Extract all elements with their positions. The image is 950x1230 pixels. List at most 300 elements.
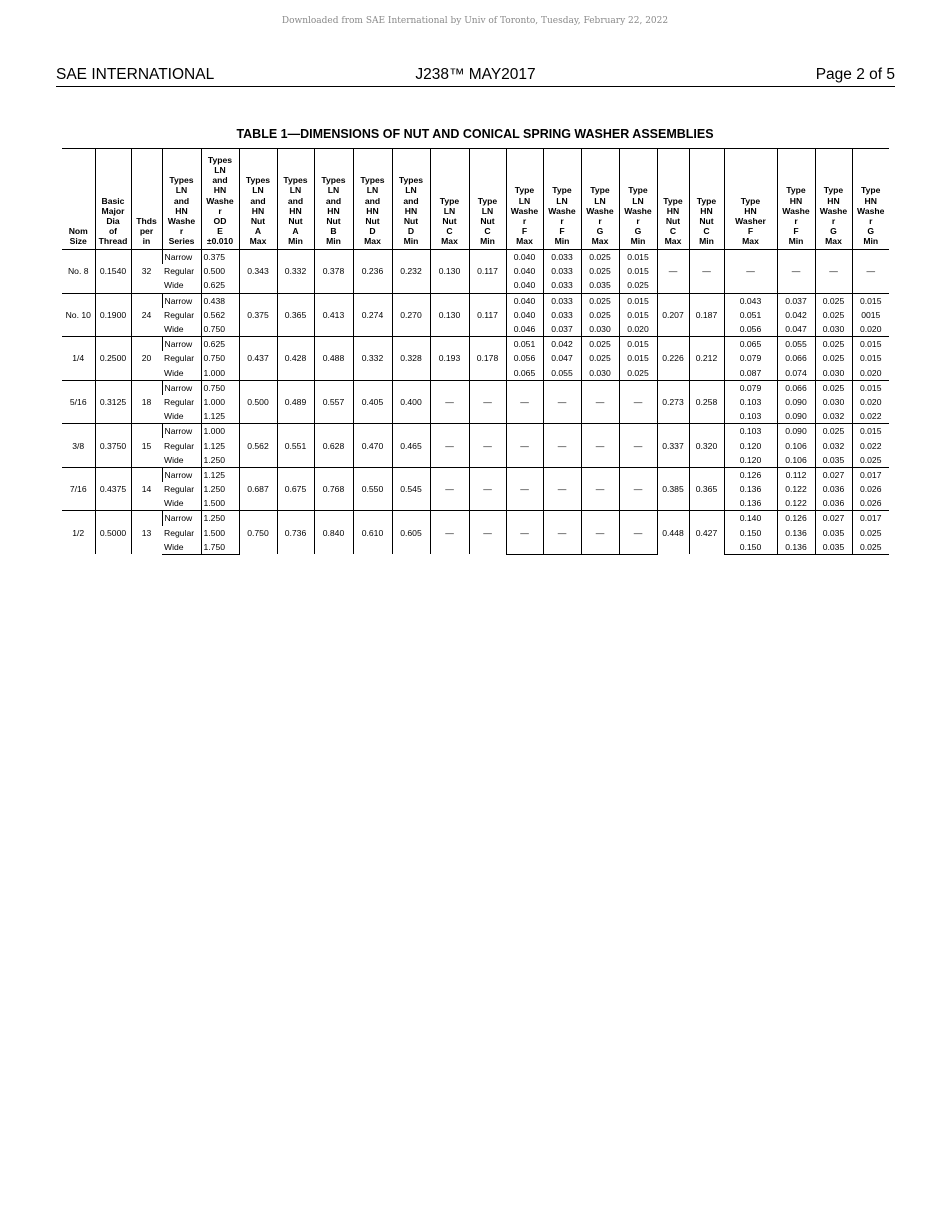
column-header-line: HN xyxy=(213,185,227,196)
column-header-line: and xyxy=(325,195,342,206)
ln-nut-c-min-cell: 0.117 xyxy=(469,293,506,337)
hn-washer-g-max-cell: 0.030 xyxy=(815,322,852,337)
page-header xyxy=(56,64,895,87)
hn-washer-f-min-cell: 0.122 xyxy=(777,496,815,511)
ln-washer-g-max-cell: 0.025 xyxy=(581,308,619,322)
ln-washer-g-max-cell: 0.030 xyxy=(581,366,619,381)
hn-washer-g-min-cell xyxy=(852,250,889,265)
ln-nut-c-min-cell: 0.178 xyxy=(469,337,506,381)
column-header-line: r xyxy=(869,215,873,226)
washer-series-cell: Narrow xyxy=(162,380,201,395)
threads-per-inch-cell: 24 xyxy=(131,293,162,337)
nut-d-min-cell: 0.270 xyxy=(392,293,430,337)
column-header-line: F xyxy=(521,225,528,236)
hn-washer-f-min-cell: 0.090 xyxy=(777,424,815,439)
ln-washer-f-min-cell: 0.042 xyxy=(543,337,581,352)
column-header-line: Nut xyxy=(365,215,380,226)
nut-d-max-cell: 0.405 xyxy=(353,380,392,424)
hn-washer-f-max-cell: 0.103 xyxy=(724,395,777,409)
ln-nut-c-max-cell: 0.193 xyxy=(430,337,469,381)
hn-washer-g-min-cell: 0.022 xyxy=(852,409,889,424)
hn-washer-f-min-cell: 0.055 xyxy=(777,337,815,352)
column-header-line: and xyxy=(287,195,304,206)
ln-washer-f-min-cell xyxy=(543,453,581,468)
ln-washer-g-min-cell xyxy=(619,409,657,424)
ln-washer-f-min-cell xyxy=(543,409,581,424)
ln-washer-f-max-cell: 0.051 xyxy=(506,337,543,352)
ln-washer-g-max-cell: 0.035 xyxy=(581,278,619,293)
washer-series-cell: Regular xyxy=(164,266,195,277)
column-header-line: HN xyxy=(700,205,713,216)
hn-washer-f-min-cell: 0.047 xyxy=(777,322,815,337)
washer-od-cell: 1.000 xyxy=(201,424,239,439)
ln-washer-f-min-cell: 0.047 xyxy=(543,351,581,365)
column-header-line: Type xyxy=(514,185,535,196)
hn-washer-g-max-cell xyxy=(815,278,852,293)
column-header-line: D xyxy=(407,225,415,236)
ln-washer-g-max-cell xyxy=(581,467,619,482)
ln-washer-f-max-cell: — xyxy=(506,438,543,452)
nominal-size-cell: No. 8 xyxy=(62,250,95,294)
nut-d-max-cell: 0.332 xyxy=(353,337,392,381)
washer-series-cell: Regular xyxy=(164,527,195,538)
ln-washer-g-min-cell xyxy=(619,424,657,439)
washer-series-cell: Regular xyxy=(164,484,195,495)
nut-d-min-cell: 0.400 xyxy=(392,380,430,424)
ln-washer-f-min-cell xyxy=(543,467,581,482)
column-header xyxy=(619,149,657,250)
table-row xyxy=(62,380,889,395)
ln-washer-f-max-cell: 0.056 xyxy=(506,351,543,365)
hn-washer-g-max-cell: 0.030 xyxy=(815,395,852,409)
ln-nut-c-max-cell: 0.130 xyxy=(430,293,469,337)
washer-od-cell: 0.625 xyxy=(201,337,239,352)
ln-washer-g-max-cell: 0.025 xyxy=(581,264,619,278)
hn-washer-g-max-cell: 0.036 xyxy=(815,482,852,496)
hn-washer-f-max-cell: 0.136 xyxy=(724,482,777,496)
nut-a-max-cell: 0.343 xyxy=(239,250,277,294)
column-header xyxy=(353,149,392,250)
ln-washer-g-max-cell: 0.025 xyxy=(581,250,619,265)
column-header-line: F xyxy=(793,225,799,236)
ln-washer-g-max-cell xyxy=(581,511,619,526)
column-header-line: and xyxy=(403,195,419,206)
ln-washer-f-max-cell xyxy=(506,424,543,439)
column-header-line: HN xyxy=(404,205,418,216)
column-header-line: r xyxy=(636,215,640,226)
hn-washer-f-min-cell: 0.066 xyxy=(777,351,815,365)
column-header-line: Min xyxy=(699,235,714,246)
hn-washer-g-max-cell: 0.025 xyxy=(815,293,852,308)
hn-washer-f-min-cell: 0.112 xyxy=(777,467,815,482)
hn-washer-f-max-cell: 0.136 xyxy=(724,496,777,511)
hn-washer-f-min-cell: 0.136 xyxy=(777,540,815,555)
hn-washer-g-min-cell: 0.017 xyxy=(852,467,889,482)
ln-washer-g-min-cell: 0.015 xyxy=(619,351,657,365)
major-diameter-cell: 0.4375 xyxy=(95,467,131,511)
column-header xyxy=(314,149,353,250)
nominal-size-cell: 5/16 xyxy=(62,380,95,424)
column-header-line: Type xyxy=(663,195,683,206)
hn-washer-f-min-cell: 0.106 xyxy=(777,438,815,452)
column-header-line: OD xyxy=(213,215,227,226)
column-header-line: G xyxy=(596,225,604,236)
hn-washer-f-max-cell: 0.150 xyxy=(724,540,777,555)
hn-washer-g-max-cell: 0.025 xyxy=(815,380,852,395)
column-header xyxy=(852,149,889,250)
hn-washer-g-min-cell xyxy=(852,278,889,293)
ln-washer-g-min-cell xyxy=(619,453,657,468)
washer-series-cell: Narrow xyxy=(162,250,201,265)
ln-washer-f-min-cell: — xyxy=(543,438,581,452)
column-header-line: HN xyxy=(827,195,840,206)
nut-b-min-cell: 0.488 xyxy=(314,337,353,381)
column-header-line: Max xyxy=(249,235,267,246)
washer-od-cell: 1.250 xyxy=(201,511,239,526)
column-header-line: per xyxy=(139,225,154,236)
hn-washer-f-max-cell: 0.079 xyxy=(724,380,777,395)
hn-washer-g-max-cell: 0.035 xyxy=(815,540,852,555)
column-header-line: r xyxy=(794,215,798,226)
column-header xyxy=(506,149,543,250)
nominal-size-cell: No. 10 xyxy=(62,293,95,337)
column-header-line: r xyxy=(831,215,836,226)
ln-washer-g-min-cell: — xyxy=(619,482,657,496)
column-header-line: in xyxy=(142,235,151,246)
ln-washer-f-max-cell: — xyxy=(506,482,543,496)
column-header-line: A xyxy=(254,225,262,236)
washer-od-cell: 1.250 xyxy=(201,482,239,496)
hn-washer-f-max-cell: 0.120 xyxy=(724,438,777,452)
column-header-line: Max xyxy=(591,235,609,246)
column-header-line: LN xyxy=(481,205,494,216)
ln-washer-g-min-cell xyxy=(619,496,657,511)
column-header-line: Min xyxy=(863,235,879,246)
major-diameter-cell: 0.1540 xyxy=(95,250,131,294)
ln-washer-f-min-cell xyxy=(543,540,581,555)
hn-washer-g-min-cell: 0.017 xyxy=(852,511,889,526)
ln-washer-f-min-cell xyxy=(543,380,581,395)
washer-od-cell: 1.125 xyxy=(201,438,239,452)
hn-nut-c-max-cell: — xyxy=(657,250,689,294)
column-header xyxy=(724,149,777,250)
column-header-line: HN xyxy=(864,195,877,206)
column-header-line: r xyxy=(179,225,184,236)
column-header-line: G xyxy=(867,225,875,236)
column-header-line: Type xyxy=(439,195,460,206)
column-header-line: LN xyxy=(289,185,302,196)
ln-nut-c-max-cell: — xyxy=(430,424,469,468)
nut-a-min-cell: 0.736 xyxy=(277,511,314,555)
ln-washer-g-min-cell: 0.015 xyxy=(619,293,657,308)
ln-nut-c-max-cell: 0.130 xyxy=(430,250,469,294)
hn-washer-f-max-cell: 0.065 xyxy=(724,337,777,352)
column-header xyxy=(201,149,239,250)
hn-washer-f-max-cell: 0.056 xyxy=(724,322,777,337)
column-header-line: ±0.010 xyxy=(206,235,234,246)
washer-od-cell: 0.750 xyxy=(201,351,239,365)
nut-d-max-cell: 0.274 xyxy=(353,293,392,337)
ln-nut-c-min-cell: — xyxy=(469,467,506,511)
threads-per-inch-cell: 14 xyxy=(131,467,162,511)
hn-washer-f-max-cell: 0.150 xyxy=(724,526,777,540)
hn-washer-g-max-cell: 0.025 xyxy=(815,424,852,439)
nut-d-max-cell: 0.550 xyxy=(353,467,392,511)
ln-washer-g-max-cell: — xyxy=(581,438,619,452)
washer-series-cell: Regular xyxy=(164,309,195,320)
column-header-line: Nom xyxy=(68,225,88,236)
hn-nut-c-min-cell: — xyxy=(689,250,724,294)
washer-od-cell: 1.250 xyxy=(201,453,239,468)
column-header-line: Washe xyxy=(510,205,539,216)
hn-nut-c-min-cell: 0.320 xyxy=(689,424,724,468)
major-diameter-cell: 0.3750 xyxy=(95,424,131,468)
column-header-line: LN xyxy=(327,185,340,196)
column-header-line: Max xyxy=(441,235,458,246)
ln-washer-f-max-cell: 0.040 xyxy=(506,293,543,308)
nut-b-min-cell: 0.378 xyxy=(314,250,353,294)
washer-series-cell: Wide xyxy=(164,324,184,335)
column-header-line: Washe xyxy=(167,215,196,226)
ln-washer-f-max-cell xyxy=(506,496,543,511)
ln-washer-g-max-cell xyxy=(581,424,619,439)
column-header-line: Basic xyxy=(101,195,125,206)
table-row xyxy=(62,467,889,482)
washer-series-cell: Narrow xyxy=(162,511,201,526)
column-header-line: Nut xyxy=(326,215,341,226)
column-header-line: F xyxy=(747,225,754,236)
nut-b-min-cell: 0.768 xyxy=(314,467,353,511)
column-header xyxy=(815,149,852,250)
column-header-line: A xyxy=(292,225,299,236)
column-header-line: HN xyxy=(327,205,340,216)
column-header-line: Thread xyxy=(98,235,128,246)
washer-series-cell: Regular xyxy=(164,353,195,364)
ln-washer-g-max-cell: — xyxy=(581,526,619,540)
column-header-line: C xyxy=(703,225,710,236)
column-header-line: Type xyxy=(823,185,844,196)
ln-washer-f-min-cell: 0.033 xyxy=(543,264,581,278)
hn-nut-c-max-cell: 0.385 xyxy=(657,467,689,511)
column-header-line: r xyxy=(560,215,564,226)
column-header-line: Major xyxy=(101,205,125,216)
threads-per-inch-cell: 32 xyxy=(131,250,162,294)
column-header-line: Washe xyxy=(857,205,885,216)
ln-nut-c-max-cell: — xyxy=(430,380,469,424)
hn-washer-f-max-cell xyxy=(724,250,777,265)
nut-a-max-cell: 0.437 xyxy=(239,337,277,381)
ln-washer-g-max-cell xyxy=(581,540,619,555)
hn-washer-f-max-cell: 0.120 xyxy=(724,453,777,468)
column-header-line: LN xyxy=(366,185,379,196)
column-header xyxy=(131,149,162,250)
ln-washer-g-min-cell: 0.015 xyxy=(619,250,657,265)
column-header-line: LN xyxy=(632,195,644,206)
washer-series-cell: Wide xyxy=(162,540,201,555)
ln-washer-g-max-cell: 0.025 xyxy=(581,337,619,352)
hn-washer-f-max-cell: 0.087 xyxy=(724,366,777,381)
washer-series-cell: Regular xyxy=(164,440,195,451)
hn-washer-f-min-cell: 0.122 xyxy=(777,482,815,496)
ln-washer-g-min-cell xyxy=(619,540,657,555)
column-header-line: C xyxy=(484,225,491,236)
column-header-line: Types xyxy=(398,175,424,186)
hn-washer-g-max-cell: 0.035 xyxy=(815,453,852,468)
hn-washer-g-max-cell: 0.032 xyxy=(815,409,852,424)
ln-washer-g-min-cell: 0.025 xyxy=(619,278,657,293)
column-header-line: Nut xyxy=(665,215,681,226)
washer-od-cell: 1.125 xyxy=(201,409,239,424)
column-header-line: Min xyxy=(554,235,570,246)
hn-washer-g-max-cell xyxy=(815,250,852,265)
table-body xyxy=(62,250,889,555)
column-header-line: Type xyxy=(861,185,881,196)
major-diameter-cell: 0.5000 xyxy=(95,511,131,555)
ln-washer-f-max-cell: 0.040 xyxy=(506,308,543,322)
column-header-line: LN xyxy=(594,195,606,206)
column-header-line: and xyxy=(250,195,266,206)
nut-b-min-cell: 0.413 xyxy=(314,293,353,337)
column-header-line: F xyxy=(559,225,565,236)
column-header-line: Max xyxy=(664,235,682,246)
hn-washer-f-min-cell xyxy=(777,250,815,265)
column-header xyxy=(469,149,506,250)
nut-a-min-cell: 0.551 xyxy=(277,424,314,468)
washer-od-cell: 1.500 xyxy=(201,526,239,540)
column-header-line: and xyxy=(364,195,381,206)
washer-series-cell: Wide xyxy=(164,411,184,422)
column-header xyxy=(777,149,815,250)
column-header-line: C xyxy=(446,225,453,236)
column-header-line: E xyxy=(217,225,223,236)
nut-a-min-cell: 0.365 xyxy=(277,293,314,337)
nut-d-max-cell: 0.470 xyxy=(353,424,392,468)
washer-od-cell: 0.625 xyxy=(201,278,239,293)
nominal-size-cell: 1/2 xyxy=(62,511,95,555)
ln-washer-g-min-cell: 0.025 xyxy=(619,366,657,381)
hn-washer-f-max-cell xyxy=(724,278,777,293)
ln-washer-f-max-cell: 0.040 xyxy=(506,250,543,265)
column-header-line: Min xyxy=(403,235,419,246)
column-header xyxy=(95,149,131,250)
hn-nut-c-min-cell: 0.365 xyxy=(689,467,724,511)
ln-washer-f-max-cell: 0.040 xyxy=(506,264,543,278)
table-row xyxy=(62,250,889,265)
washer-od-cell: 0.562 xyxy=(201,308,239,322)
ln-washer-f-max-cell: 0.065 xyxy=(506,366,543,381)
ln-washer-g-min-cell: — xyxy=(619,438,657,452)
major-diameter-cell: 0.2500 xyxy=(95,337,131,381)
column-header-line: Nut xyxy=(442,215,457,226)
table-title: TABLE 1—DIMENSIONS OF NUT AND CONICAL SPRING WASHER ASSEMBLIES xyxy=(236,127,714,141)
column-header-line: C xyxy=(669,225,677,236)
ln-washer-g-max-cell: — xyxy=(581,482,619,496)
column-header-line: Nut xyxy=(250,215,266,226)
column-header-line: B xyxy=(330,225,337,236)
column-header-line: Nut xyxy=(288,215,303,226)
hn-washer-f-max-cell: — xyxy=(724,264,777,278)
hn-washer-f-min-cell: 0.126 xyxy=(777,511,815,526)
hn-washer-f-min-cell: 0.037 xyxy=(777,293,815,308)
nut-a-max-cell: 0.562 xyxy=(239,424,277,468)
ln-washer-f-max-cell xyxy=(506,467,543,482)
ln-washer-f-max-cell xyxy=(506,380,543,395)
ln-washer-f-min-cell: 0.055 xyxy=(543,366,581,381)
column-header-line: D xyxy=(369,225,376,236)
ln-washer-g-max-cell xyxy=(581,453,619,468)
nut-d-min-cell: 0.465 xyxy=(392,424,430,468)
ln-washer-g-max-cell xyxy=(581,409,619,424)
column-header-line: Type xyxy=(740,195,761,206)
ln-washer-g-min-cell xyxy=(619,511,657,526)
hn-nut-c-max-cell: 0.207 xyxy=(657,293,689,337)
column-header-line: Min xyxy=(326,235,341,246)
nut-a-max-cell: 0.687 xyxy=(239,467,277,511)
column-header-line: G xyxy=(830,225,837,236)
ln-washer-f-min-cell xyxy=(543,424,581,439)
ln-washer-f-min-cell xyxy=(543,496,581,511)
hn-nut-c-min-cell: 0.187 xyxy=(689,293,724,337)
nut-d-min-cell: 0.605 xyxy=(392,511,430,555)
table-row xyxy=(62,293,889,308)
column-header-line: Type xyxy=(552,185,572,196)
hn-washer-f-max-cell: 0.103 xyxy=(724,409,777,424)
ln-washer-g-min-cell: 0.015 xyxy=(619,308,657,322)
column-header-line: HN xyxy=(789,195,803,206)
column-header xyxy=(581,149,619,250)
ln-washer-g-max-cell: 0.025 xyxy=(581,351,619,365)
hn-washer-g-min-cell: 0.022 xyxy=(852,438,889,452)
hn-washer-g-min-cell: 0.015 xyxy=(852,380,889,395)
dimensions-table xyxy=(62,148,889,555)
major-diameter-cell: 0.1900 xyxy=(95,293,131,337)
column-header-line: LN xyxy=(405,185,417,196)
threads-per-inch-cell: 18 xyxy=(131,380,162,424)
hn-washer-f-max-cell: 0.043 xyxy=(724,293,777,308)
column-header-line: Type xyxy=(590,185,610,196)
column-header xyxy=(689,149,724,250)
column-header-line: Min xyxy=(788,235,804,246)
ln-washer-g-min-cell xyxy=(619,467,657,482)
hn-washer-g-min-cell: 0.026 xyxy=(852,496,889,511)
column-header-line: Washer xyxy=(735,215,766,226)
nominal-size-cell: 7/16 xyxy=(62,467,95,511)
washer-series-cell: Regular xyxy=(164,396,195,407)
column-header-line: Types xyxy=(207,155,233,166)
column-header-line: LN xyxy=(518,195,531,206)
hn-washer-g-min-cell: 0.015 xyxy=(852,424,889,439)
header-document-id: J238™ MAY2017 xyxy=(415,66,536,83)
ln-washer-f-min-cell xyxy=(543,511,581,526)
column-header-line: LN xyxy=(252,185,264,196)
ln-washer-f-max-cell xyxy=(506,540,543,555)
hn-washer-f-max-cell: 0.079 xyxy=(724,351,777,365)
table-row xyxy=(62,337,889,352)
column-header-line: Nut xyxy=(403,215,419,226)
column-header-line: Max xyxy=(742,235,759,246)
hn-nut-c-min-cell: 0.258 xyxy=(689,380,724,424)
ln-washer-g-max-cell: 0.030 xyxy=(581,322,619,337)
column-header-line: Types xyxy=(360,175,385,186)
hn-washer-g-min-cell: 0.020 xyxy=(852,395,889,409)
ln-washer-f-min-cell: 0.037 xyxy=(543,322,581,337)
column-header-line: Max xyxy=(825,235,842,246)
nut-b-min-cell: 0.557 xyxy=(314,380,353,424)
column-header-line: LN xyxy=(175,185,188,196)
column-header-line: Min xyxy=(480,235,495,246)
header-organization: SAE INTERNATIONAL xyxy=(56,66,215,83)
washer-od-cell: 1.000 xyxy=(201,366,239,381)
